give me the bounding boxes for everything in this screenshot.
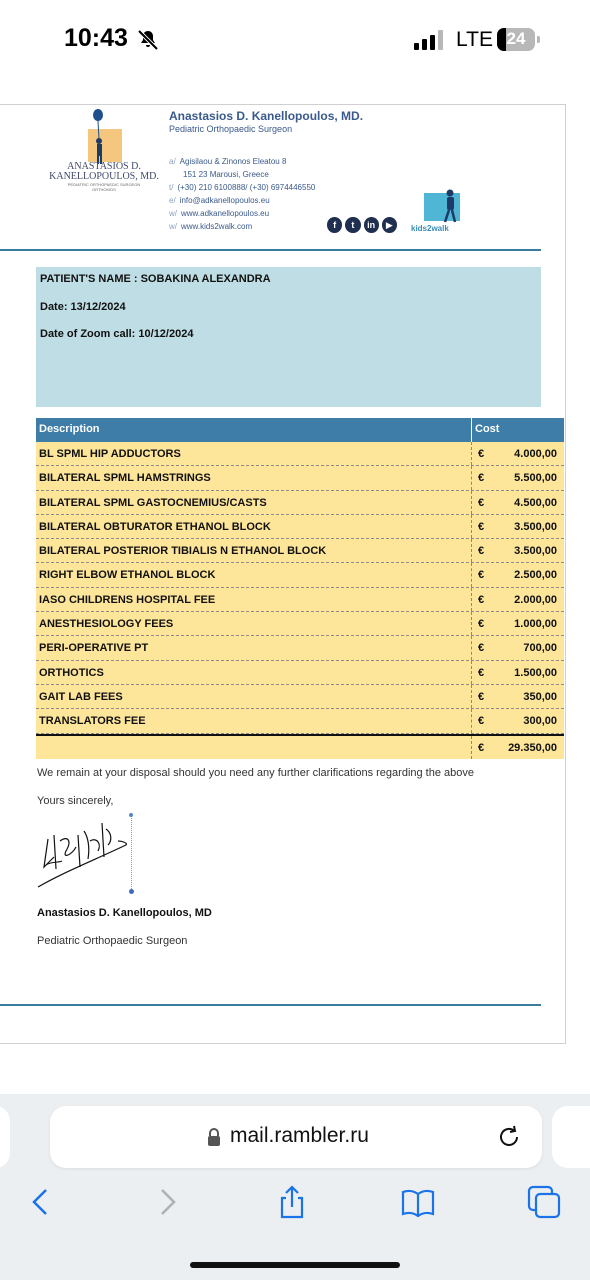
row-description: ANESTHESIOLOGY FEES — [39, 618, 174, 631]
network-type: LTE — [456, 28, 493, 51]
row-amount: 3.500,00 — [514, 545, 557, 558]
contact-website-1[interactable]: w/ www.adkanellopoulos.eu — [169, 209, 270, 218]
status-bar — [0, 0, 590, 80]
signer-name: Anastasios D. Kanellopoulos, MD — [37, 907, 212, 919]
table-row — [36, 612, 564, 636]
contact-address-1: a/ Agisilaou & Zinonos Eleatou 8 — [169, 157, 287, 166]
total-amount: 29.350,00 — [508, 741, 557, 754]
row-description: BL SPML HIP ADDUCTORS — [39, 448, 181, 460]
row-amount: 2.000,00 — [514, 593, 557, 606]
youtube-icon[interactable]: ▶ — [382, 217, 397, 233]
bookmarks-icon[interactable] — [400, 1184, 436, 1220]
home-indicator[interactable] — [190, 1262, 400, 1268]
previous-tab-pill[interactable] — [0, 1106, 10, 1168]
back-icon[interactable] — [22, 1184, 58, 1220]
table-row — [36, 636, 564, 660]
table-row — [36, 685, 564, 709]
contact-email[interactable]: e/ info@adkanellopoulos.eu — [169, 196, 270, 205]
table-row — [36, 588, 564, 612]
doctor-specialty: Pediatric Orthopaedic Surgeon — [169, 124, 293, 134]
signer-title: Pediatric Orthopaedic Surgeon — [37, 935, 188, 947]
zoom-call-date: Date of Zoom call: 10/12/2024 — [40, 328, 194, 340]
patient-info-box — [36, 267, 541, 407]
cost-table — [36, 418, 564, 759]
table-row — [36, 515, 564, 539]
row-description: BILATERAL POSTERIOR TIBIALIS N ETHANOL BLOCK — [39, 545, 327, 558]
reload-icon[interactable] — [496, 1124, 522, 1150]
row-amount: 1.000,00 — [514, 618, 557, 631]
battery-percent: 24 — [506, 29, 526, 48]
logo-name-line1: ANASTASIOS D. — [67, 161, 141, 172]
logo-name-line2: KANELLOPOULOS, MD. — [49, 171, 159, 182]
table-row — [36, 563, 564, 587]
header-description: Description — [39, 423, 100, 435]
table-row — [36, 661, 564, 685]
clock: 10:43 — [64, 24, 128, 52]
row-amount: 350,00 — [523, 690, 557, 703]
forward-icon[interactable] — [150, 1184, 186, 1220]
social-icons — [327, 217, 397, 233]
row-currency: € — [478, 472, 485, 485]
header-divider — [0, 249, 541, 251]
invoice-document — [0, 104, 566, 1044]
row-currency: € — [478, 448, 485, 460]
row-description: GAIT LAB FEES — [39, 690, 123, 703]
tabs-icon[interactable] — [526, 1184, 562, 1220]
footer-divider — [0, 1004, 541, 1006]
balloon-child-logo-icon — [92, 109, 106, 165]
row-currency: € — [478, 666, 485, 679]
row-amount: 4.000,00 — [514, 448, 557, 460]
handwritten-signature — [32, 811, 136, 893]
url-text[interactable]: mail.rambler.ru — [230, 1124, 369, 1147]
table-row — [36, 442, 564, 466]
contact-website-2[interactable]: w/ www.kids2walk.com — [169, 222, 253, 231]
signature-handle-top[interactable] — [129, 813, 133, 817]
row-description: ORTHOTICS — [39, 666, 104, 679]
row-description: BILATERAL OBTURATOR ETHANOL BLOCK — [39, 520, 271, 533]
row-amount: 2.500,00 — [514, 569, 557, 582]
row-currency: € — [478, 545, 485, 558]
signal-icon — [414, 30, 446, 50]
table-header — [36, 418, 564, 442]
header-cost: Cost — [475, 423, 500, 435]
doctor-name: Anastasios D. Kanellopoulos, MD. — [169, 109, 364, 123]
row-currency: € — [478, 690, 485, 703]
signature-guide-line — [131, 815, 132, 893]
total-currency: € — [478, 741, 485, 754]
patient-name: PATIENT'S NAME : SOBAKINA ALEXANDRA — [40, 273, 271, 285]
bell-slash-icon — [136, 28, 160, 52]
row-currency: € — [478, 569, 485, 582]
row-amount: 700,00 — [523, 642, 557, 655]
contact-address-2: 151 23 Marousi, Greece — [183, 170, 269, 179]
table-row — [36, 491, 564, 515]
table-row — [36, 709, 564, 733]
kids2walk-logo-text: kids2walk — [411, 224, 449, 233]
row-amount: 1.500,00 — [514, 666, 557, 679]
row-description: RIGHT ELBOW ETHANOL BLOCK — [39, 569, 216, 582]
salutation: Yours sincerely, — [37, 795, 114, 807]
row-amount: 4.500,00 — [514, 496, 557, 509]
row-amount: 300,00 — [523, 715, 557, 728]
table-row — [36, 466, 564, 490]
twitter-icon[interactable]: t — [345, 217, 360, 233]
row-description: PERI-OPERATIVE PT — [39, 642, 149, 655]
table-total-row — [36, 734, 564, 759]
row-currency: € — [478, 496, 485, 509]
address-bar[interactable] — [50, 1106, 542, 1168]
row-description: IASO CHILDRENS HOSPITAL FEE — [39, 593, 216, 606]
clarification-text: We remain at your disposal should you need any further clarifications regarding the above — [37, 767, 474, 779]
battery-icon — [497, 28, 540, 51]
lock-icon — [207, 1128, 221, 1146]
row-currency: € — [478, 593, 485, 606]
row-currency: € — [478, 642, 485, 655]
row-amount: 3.500,00 — [514, 520, 557, 533]
signature-handle-bottom[interactable] — [129, 889, 134, 894]
row-description: BILATERAL SPML HAMSTRINGS — [39, 472, 211, 485]
logo-subtitle-line1: PEDIATRIC ORTHOPAEDIC SURGEON — [67, 182, 141, 187]
facebook-icon[interactable]: f — [327, 217, 342, 233]
next-tab-pill[interactable] — [552, 1106, 590, 1168]
row-currency: € — [478, 618, 485, 631]
contact-phone: t/ (+30) 210 6100888/ (+30) 6974446550 — [169, 183, 316, 192]
share-icon[interactable] — [274, 1184, 310, 1220]
row-description: BILATERAL SPML GASTOCNEMIUS/CASTS — [39, 496, 267, 509]
invoice-date: Date: 13/12/2024 — [40, 301, 126, 313]
row-description: TRANSLATORS FEE — [39, 715, 146, 728]
row-amount: 5.500,00 — [514, 472, 557, 485]
logo-subtitle-line2: ORTHOKIDS — [92, 187, 116, 192]
walking-child-logo-icon — [440, 189, 458, 223]
row-currency: € — [478, 520, 485, 533]
table-row — [36, 539, 564, 563]
browser-toolbar — [0, 1094, 590, 1280]
row-currency: € — [478, 715, 485, 728]
linkedin-icon[interactable]: in — [364, 217, 379, 233]
